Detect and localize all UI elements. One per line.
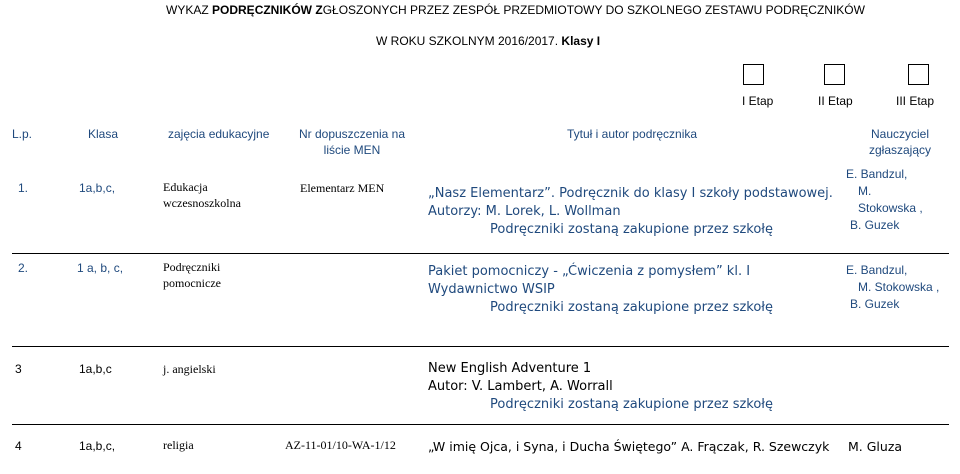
- cell-line: Edukacja: [163, 180, 208, 194]
- row4-nauczyciel: M. Gluza: [848, 439, 903, 454]
- row1-nauczyciel: [846, 166, 928, 234]
- cell-line: Pakiet pomocniczy - „Ćwiczenia z pomysłem” kl. I: [428, 264, 751, 279]
- row1-klasa: 1a,b,c,: [79, 181, 116, 195]
- cell-line: E. Bandzul,: [846, 263, 908, 277]
- cell-line: E. Bandzul,: [846, 167, 908, 181]
- cell-line: Autorzy: M. Lorek, L. Wollman: [428, 204, 621, 219]
- column-header-zajecia: zajęcia edukacyjne: [168, 127, 270, 141]
- cell-line: Wydawnictwo WSIP: [428, 282, 555, 297]
- cell-line: „Nasz Elementarz”. Podręcznik do klasy I szkoły podstawowej.: [428, 186, 833, 201]
- column-header-lp: L.p.: [12, 127, 33, 141]
- row3-klasa: 1a,b,c: [79, 362, 112, 376]
- cell-line: B. Guzek: [850, 297, 900, 311]
- title-part: W ROKU SZKOLNYM 2016/2017.: [376, 34, 562, 48]
- cell-line: wczesnoszkolna: [163, 196, 241, 210]
- row1-title: [428, 185, 833, 239]
- row-separator: [12, 253, 949, 254]
- row4-zajecia: religia: [163, 438, 194, 452]
- row4-nr: AZ-11-01/10-WA-1/12: [285, 438, 396, 452]
- row2-nauczyciel: [846, 262, 946, 313]
- cell-line: M. Stokowska ,: [858, 184, 923, 215]
- row1-lp: 1.: [18, 181, 29, 195]
- header-line: Nr dopuszczenia na: [298, 127, 406, 141]
- cell-line: B. Guzek: [850, 218, 900, 232]
- cell-line: Podręczniki zostaną zakupione przez szkołę: [490, 222, 773, 237]
- cell-line: M. Stokowska ,: [858, 280, 940, 294]
- etap-1-label: I Etap: [742, 94, 774, 108]
- title-part: GŁOSZONYCH PRZEZ ZESPÓŁ PRZEDMIOTOWY DO SZKOLNEGO ZESTAWU PODRĘCZNIKÓW: [322, 3, 865, 17]
- cell-line: Podręczniki zostaną zakupione przez szkołę: [490, 300, 773, 315]
- header-line: liście MEN: [323, 143, 381, 157]
- row4-lp: 4: [15, 439, 22, 453]
- row2-zajecia: [163, 259, 221, 291]
- row2-lp: 2.: [18, 261, 29, 275]
- cell-line: Podręczniki zostaną zakupione przez szkołę: [490, 397, 773, 412]
- column-header-tytul: Tytuł i autor podręcznika: [567, 127, 698, 141]
- row3-zajecia: j. angielski: [163, 362, 216, 376]
- column-header-klasa: Klasa: [88, 127, 119, 141]
- etap-2-checkbox[interactable]: [824, 64, 845, 85]
- row4-klasa: 1a,b,c,: [79, 439, 116, 453]
- row1-zajecia: [163, 179, 241, 211]
- cell-line: Podręczniki: [163, 260, 221, 274]
- etap-2-label: II Etap: [818, 94, 853, 108]
- cell-line: pomocnicze: [163, 276, 221, 290]
- row2-title: [428, 263, 773, 317]
- header-line: Nauczyciel: [870, 127, 930, 141]
- row4-title: „W imię Ojca, i Syna, i Ducha Świętego” A. Frączak, R. Szewczyk: [428, 439, 830, 454]
- etap-1-checkbox[interactable]: [743, 64, 764, 85]
- column-header-nr: [283, 126, 421, 158]
- column-header-nauczyciel: [860, 126, 940, 158]
- etap-3-label: III Etap: [896, 94, 935, 108]
- row3-lp: 3: [15, 362, 22, 376]
- row-separator: [12, 346, 949, 347]
- document-title-line1: [166, 3, 865, 17]
- header-line: zgłaszający: [868, 143, 932, 157]
- row3-title: [428, 360, 773, 414]
- row2-klasa: 1 a, b, c,: [77, 261, 124, 275]
- title-part-bold: PODRĘCZNIKÓW Z: [212, 3, 323, 17]
- cell-line: New English Adventure 1: [428, 361, 592, 376]
- row1-nr: Elementarz MEN: [300, 181, 385, 195]
- row-separator: [12, 424, 949, 425]
- title-part-bold: Klasy I: [561, 34, 601, 48]
- title-part: WYKAZ: [166, 3, 213, 17]
- document-title-line2: [376, 34, 600, 48]
- etap-3-checkbox[interactable]: [908, 64, 929, 85]
- cell-line: Autor: V. Lambert, A. Worrall: [428, 379, 613, 394]
